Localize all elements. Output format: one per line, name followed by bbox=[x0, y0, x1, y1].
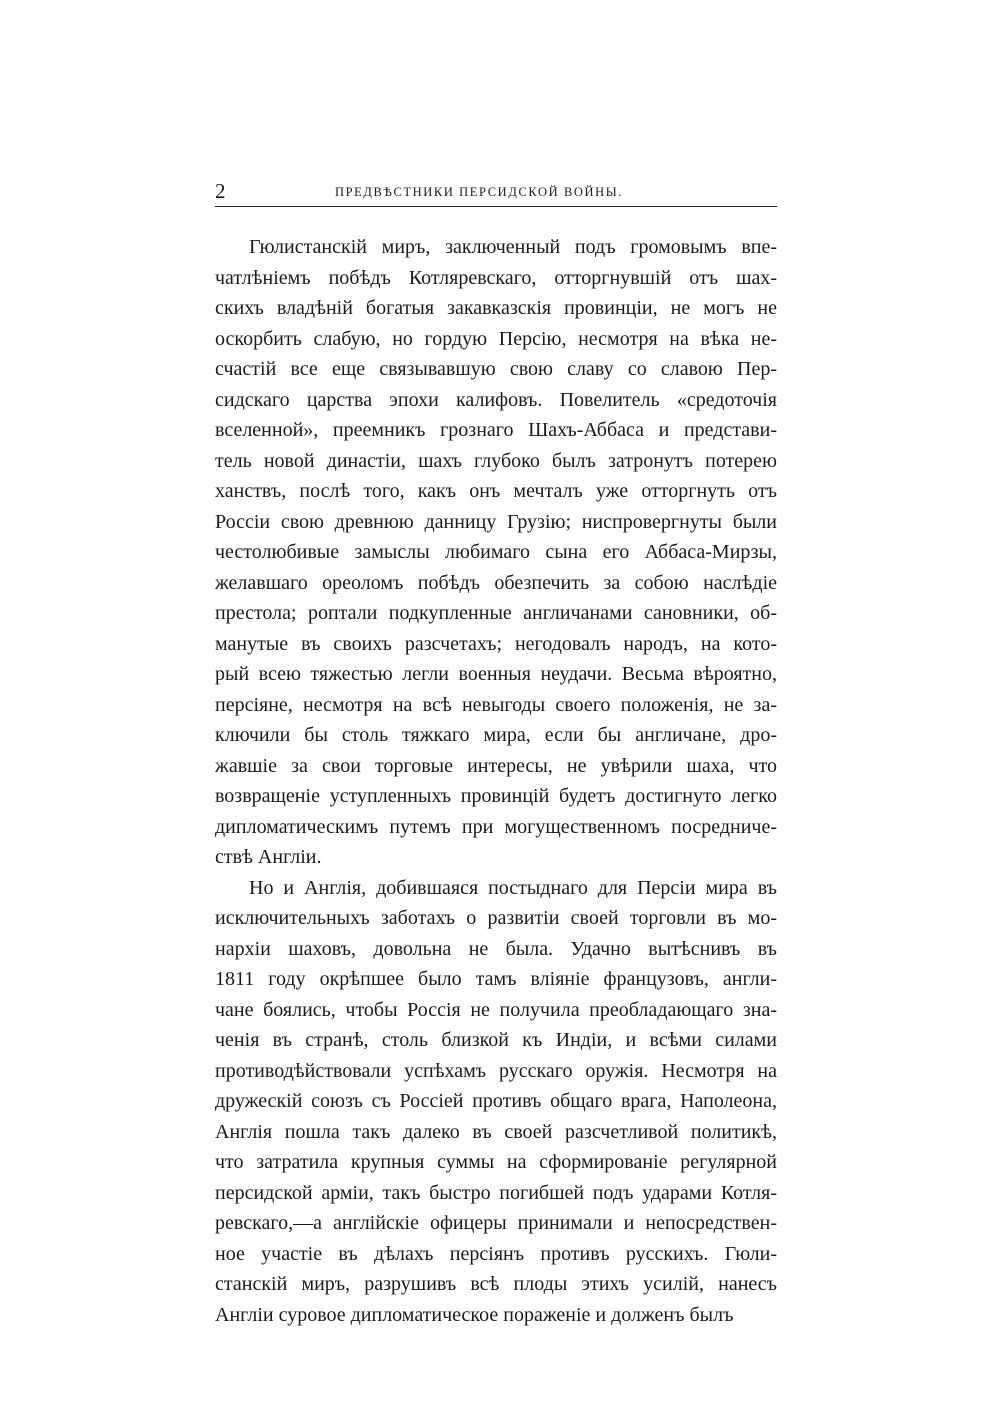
text-line: вселенной», преемникъ грознаго Шахъ-Аббаса и представи- bbox=[215, 419, 777, 441]
text-line: честолюбивые замыслы любимаго сына его Аббаса-Мирзы, bbox=[215, 541, 777, 563]
text-line: престола; роптали подкупленные англичанами сановники, об- bbox=[215, 602, 777, 624]
text-line: ствѣ Англіи. bbox=[215, 846, 322, 868]
text-line: дружескій союзъ съ Россіей противъ общаго врага, Наполеона, bbox=[215, 1090, 777, 1112]
running-head-title: ПРЕДВѢСТНИКИ ПЕРСИДСКОЙ ВОЙНЫ. bbox=[335, 185, 624, 199]
header-rule bbox=[215, 206, 777, 207]
text-line: скихъ владѣній богатыя закавказскія провинціи, не могъ не bbox=[215, 297, 777, 319]
text-line: сидскаго царства эпохи калифовъ. Повелитель «средоточія bbox=[215, 388, 777, 411]
text-line: чатлѣніемъ побѣдъ Котляревскаго, отторгнувшій отъ шах- bbox=[215, 266, 777, 289]
text-line: тель новой династіи, шахъ глубоко былъ затронутъ потерею bbox=[215, 449, 777, 472]
text-line: 1811 году окрѣпшее было тамъ вліяніе французовъ, англи- bbox=[215, 968, 777, 990]
paragraph-2 bbox=[215, 873, 777, 1331]
text-line: Россіи свою древнюю данницу Грузію; ниспровергнуты были bbox=[215, 510, 777, 533]
text-line: жавшіе за свои торговые интересы, не увѣрили шаха, что bbox=[215, 754, 777, 777]
page-number: 2 bbox=[215, 179, 226, 203]
text-line: станскій миръ, разрушивъ всѣ плоды этихъ усилій, нанесъ bbox=[215, 1273, 777, 1295]
text-line: ченія въ странѣ, столь близкой къ Индіи, и всѣми силами bbox=[215, 1029, 777, 1051]
text-line: ключили бы столь тяжкаго мира, если бы англичане, дро- bbox=[215, 724, 777, 746]
text-line: Гюлистанскій миръ, заключенный подъ громовымъ впе- bbox=[249, 236, 777, 258]
text-line: противодѣйствовали успѣхамъ русскаго оружія. Несмотря на bbox=[215, 1059, 777, 1082]
text-line: Но и Англія, добившаяся постыднаго для Персіи мира въ bbox=[249, 876, 777, 899]
text-line: нархіи шаховъ, довольна не была. Удачно вытѣснивъ въ bbox=[215, 937, 777, 960]
body-text bbox=[215, 232, 777, 1330]
text-line: дипломатическимъ путемъ при могущественномъ посредниче- bbox=[215, 815, 777, 838]
text-line: что затратила крупныя суммы на сформированіе регулярной bbox=[215, 1151, 777, 1173]
text-line: возвращеніе уступленныхъ провинцій будетъ достигнуто легко bbox=[215, 785, 777, 807]
text-line: счастій все еще связывавшую свою славу со славою Пер- bbox=[215, 358, 777, 380]
text-line: ханствъ, послѣ того, какъ онъ мечталъ уже отторгнуть отъ bbox=[215, 480, 777, 502]
text-line: оскорбить слабую, но гордую Персію, несмотря на вѣка не- bbox=[215, 327, 777, 350]
text-line: Англіи суровое дипломатическое пораженіе и долженъ былъ bbox=[215, 1303, 734, 1326]
text-line: чане боялись, чтобы Россія не получила преобладающаго зна- bbox=[215, 998, 777, 1021]
text-line: исключительныхъ заботахъ о развитіи своей торговли въ мо- bbox=[215, 907, 777, 929]
paragraph-1 bbox=[215, 232, 777, 873]
text-line: ревскаго,—а англійскіе офицеры принимали и непосредствен- bbox=[215, 1212, 777, 1234]
text-line: манутые въ своихъ разсчетахъ; негодовалъ народъ, на кото- bbox=[215, 632, 777, 655]
text-line: персіяне, несмотря на всѣ невыгоды своего положенія, не за- bbox=[215, 693, 777, 716]
text-line: Англія пошла такъ далеко въ своей разсчетливой политикѣ, bbox=[215, 1120, 777, 1143]
running-head bbox=[215, 178, 777, 204]
text-line: ное участіе въ дѣлахъ персіянъ противъ русскихъ. Гюли- bbox=[215, 1242, 777, 1265]
text-line: рый всею тяжестью легли военныя неудачи. Весьма вѣроятно, bbox=[215, 663, 777, 685]
text-line: персидской арміи, такъ быстро погибшей подъ ударами Котля- bbox=[215, 1181, 777, 1204]
text-line: желавшаго ореоломъ побѣдъ обезпечить за собою наслѣдіе bbox=[215, 571, 777, 594]
